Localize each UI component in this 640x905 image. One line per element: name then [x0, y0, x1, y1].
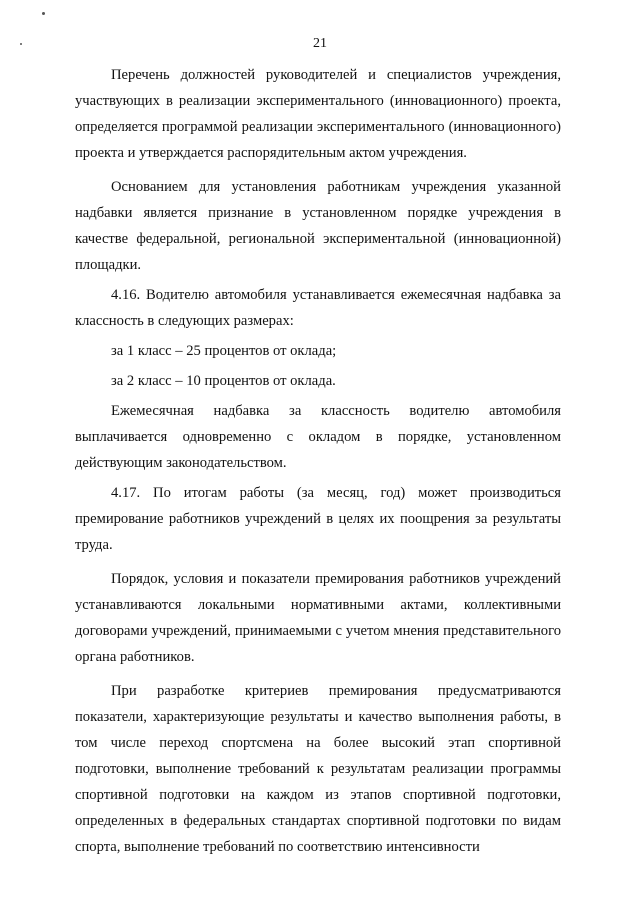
- body-text: [75, 62, 561, 860]
- paragraph-4-16-driver-allowance: 4.16. Водителю автомобиля устанавливается ежемесячная надбавка за классность в следующих размерах:: [75, 287, 561, 329]
- paragraph-4-17-bonus: 4.17. По итогам работы (за месяц, год) может производиться премирование работников учреждений в целях их поощрения за результаты труда.: [75, 485, 561, 553]
- scan-speck: [42, 12, 45, 15]
- paragraph-bonus-criteria: При разработке критериев премирования предусматриваются показатели, характеризующие результаты и качество выполнения работы, в том числе переход спортсмена на более высокий этап спортивной подготовки, выполнение требований к результатам реализации программы спортивной подготовки на каждом из этапов спортивной подготовки, определенных в федеральных стандартах спортивной подготовки по видам спорта, выполнение требований по соответствию интенсивности: [75, 683, 561, 855]
- paragraph-bonus-procedure: Порядок, условия и показатели премирования работников учреждений устанавливаются локальными нормативными актами, коллективными договорами учреждений, принимаемыми с учетом мнения представительного органа работников.: [75, 571, 561, 665]
- paragraph-class-1: за 1 класс – 25 процентов от оклада;: [111, 343, 337, 359]
- paragraph-positions-list: Перечень должностей руководителей и специалистов учреждения, участвующих в реализации экспериментального (инновационного) проекта, определяется программой реализации экспериментального (инновационного) проекта и утверждается распорядительным актом учреждения.: [75, 67, 561, 161]
- page-number: 21: [313, 36, 327, 51]
- paragraph-allowance-payment: Ежемесячная надбавка за классность водителю автомобиля выплачивается одновременно с окладом в порядке, установленном действующим законодательством.: [75, 403, 561, 471]
- paragraph-class-2: за 2 класс – 10 процентов от оклада.: [111, 373, 336, 389]
- paragraph-allowance-basis: Основанием для установления работникам учреждения указанной надбавки является признание в установленном порядке учреждения в качестве федеральной, региональной экспериментальной (инновационной) площадки.: [75, 179, 561, 273]
